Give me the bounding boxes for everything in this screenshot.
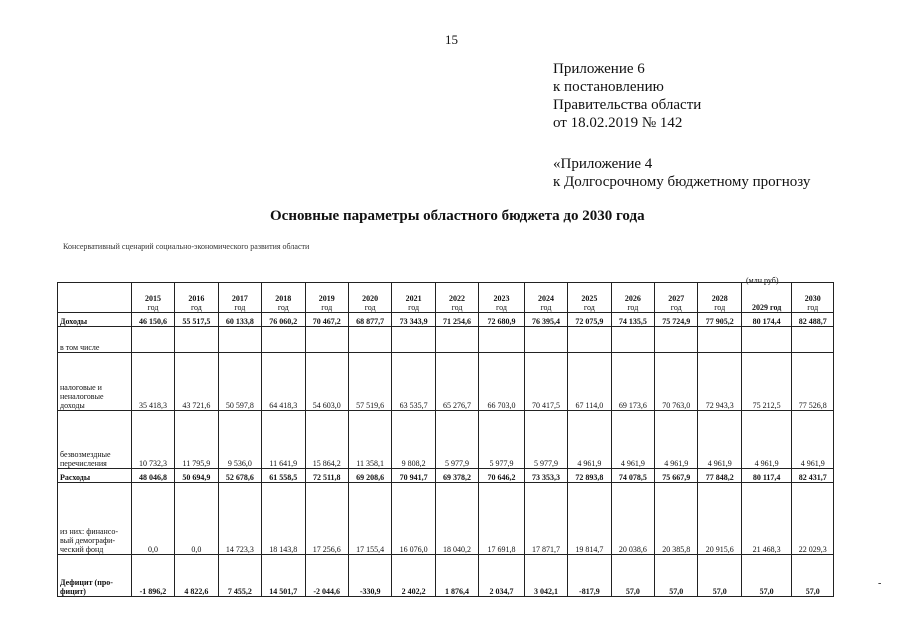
table-cell: 77 526,8 [792,353,834,411]
table-cell: 11 641,9 [262,411,305,469]
header-empty [58,283,132,313]
table-cell: 72 075,9 [568,313,611,327]
table-cell [479,327,524,353]
table-cell: 0,0 [131,483,174,555]
year-header [218,283,261,313]
year-label: 2028 [711,294,728,303]
table-cell: 77 905,2 [698,313,741,327]
table-cell: 9 808,2 [392,411,435,469]
table-cell: 75 724,9 [655,313,698,327]
table-cell: 4 961,9 [568,411,611,469]
year-suffix: год [670,303,682,312]
table-row [58,483,834,555]
table-row [58,327,834,353]
row-label: Дефицит (про-фицит) [58,555,132,597]
table-cell: 67 114,0 [568,353,611,411]
appendix-ref-line: к Долгосрочному бюджетному прогнозу [553,174,811,190]
scenario-subtitle: Консервативный сценарий социально-экономического развития области [63,242,310,251]
table-cell: 57,0 [698,555,741,597]
row-label: Доходы [58,313,132,327]
table-cell [348,327,391,353]
year-header [792,283,834,313]
table-cell: 52 678,6 [218,469,261,483]
table-cell: 54 603,0 [305,353,348,411]
corner-mark: - [878,578,882,589]
table-cell: 15 864,2 [305,411,348,469]
table-cell: 4 961,9 [698,411,741,469]
table-cell [655,327,698,353]
year-header [262,283,305,313]
table-cell: 17 256,6 [305,483,348,555]
table-cell [568,327,611,353]
table-cell: 50 597,8 [218,353,261,411]
table-cell: 1 876,4 [435,555,478,597]
table-cell: 7 455,2 [218,555,261,597]
table-cell: 22 029,3 [792,483,834,555]
table-cell: 70 763,0 [655,353,698,411]
table-cell: 69 378,2 [435,469,478,483]
table-cell: 18 040,2 [435,483,478,555]
page-number: 15 [445,32,458,47]
year-header [305,283,348,313]
table-cell: 72 680,9 [479,313,524,327]
table-cell: 18 143,8 [262,483,305,555]
table-cell: 72 943,3 [698,353,741,411]
table-cell: 55 517,5 [175,313,218,327]
table-cell: -1 896,2 [131,555,174,597]
table-cell [392,327,435,353]
year-label: 2030 [804,294,821,303]
year-suffix: год [321,303,333,312]
year-label: 2024 [537,294,554,303]
year-header [741,283,792,313]
table-cell: 43 721,6 [175,353,218,411]
table-cell: 20 385,8 [655,483,698,555]
table-row [58,469,834,483]
table-cell [305,327,348,353]
table-cell [792,327,834,353]
table-cell: 17 691,8 [479,483,524,555]
table-cell: 60 133,8 [218,313,261,327]
table-cell: 4 961,9 [611,411,654,469]
year-header [611,283,654,313]
year-suffix: год [496,303,507,312]
year-suffix: год [147,303,159,312]
table-cell: 17 155,4 [348,483,391,555]
table-cell [218,327,261,353]
table-cell: 80 117,4 [741,469,792,483]
row-label: из них: финансо-вый демографи-ческий фонд [58,483,132,555]
table-cell: 4 822,6 [175,555,218,597]
year-header [568,283,611,313]
table-cell: 57,0 [792,555,834,597]
table-cell: 14 723,3 [218,483,261,555]
year-suffix: год [540,303,552,312]
table-cell: 46 150,6 [131,313,174,327]
table-row [58,313,834,327]
table-cell: 70 941,7 [392,469,435,483]
year-suffix: год [408,303,420,312]
table-cell: 74 078,5 [611,469,654,483]
table-cell: 69 173,6 [611,353,654,411]
table-cell [611,327,654,353]
table-cell: 57,0 [655,555,698,597]
table-cell: 19 814,7 [568,483,611,555]
year-label: 2019 [318,294,335,303]
table-cell [698,327,741,353]
table-cell: 73 343,9 [392,313,435,327]
year-label: 2023 [493,294,510,303]
table-cell: 0,0 [175,483,218,555]
table-cell [131,327,174,353]
table-cell: 48 046,8 [131,469,174,483]
table-cell: 77 848,2 [698,469,741,483]
table-cell: 80 174,4 [741,313,792,327]
table-cell: 11 358,1 [348,411,391,469]
table-cell: 20 038,6 [611,483,654,555]
table-cell: -2 044,6 [305,555,348,597]
table-cell: 70 646,2 [479,469,524,483]
row-label: безвозмездные перечисления [58,411,132,469]
table-cell: 72 511,8 [305,469,348,483]
year-label: 2016 [188,294,205,303]
table-cell: 82 431,7 [792,469,834,483]
table-cell: 57,0 [611,555,654,597]
table-cell: 14 501,7 [262,555,305,597]
appendix-line: Правительства области [553,97,702,113]
year-suffix: год [234,303,246,312]
table-cell [435,327,478,353]
appendix-reference [553,155,810,191]
table-cell: 57 519,6 [348,353,391,411]
year-label: 2022 [449,294,466,303]
table-row [58,555,834,597]
year-label: 2017 [231,294,248,303]
year-header [131,283,174,313]
table-cell: 5 977,9 [435,411,478,469]
units-label: (млн.руб) [746,276,779,285]
table-cell: 2 034,7 [479,555,524,597]
table-cell: 71 254,6 [435,313,478,327]
table-row [58,353,834,411]
table-cell: 82 488,7 [792,313,834,327]
document-title: Основные параметры областного бюджета до 2030 года [270,208,645,224]
year-label: 2029 год [752,303,782,312]
table-cell: 10 732,3 [131,411,174,469]
table-cell: 68 877,7 [348,313,391,327]
table-cell: 57,0 [741,555,792,597]
year-header [524,283,567,313]
table-cell: 4 961,9 [792,411,834,469]
table-cell: 21 468,3 [741,483,792,555]
table-cell: 3 042,1 [524,555,567,597]
row-label: налоговые и неналоговые доходы [58,353,132,411]
table-cell: 5 977,9 [479,411,524,469]
row-label: Расходы [58,469,132,483]
table-cell: 69 208,6 [348,469,391,483]
appendix-line: к постановлению [553,79,664,95]
table-cell [262,327,305,353]
year-suffix: год [364,303,376,312]
year-suffix: год [451,303,463,312]
table-cell: 61 558,5 [262,469,305,483]
year-header [655,283,698,313]
appendix-header [553,60,701,132]
table-cell: 35 418,3 [131,353,174,411]
table-cell: 65 276,7 [435,353,478,411]
year-label: 2021 [405,294,422,303]
table-header-row [58,283,834,313]
table-cell: 16 076,0 [392,483,435,555]
year-header [392,283,435,313]
table-cell: 76 060,2 [262,313,305,327]
year-label: 2027 [668,294,685,303]
table-cell: 11 795,9 [175,411,218,469]
year-label: 2026 [624,294,641,303]
table-cell: 75 212,5 [741,353,792,411]
table-cell: 20 915,6 [698,483,741,555]
year-header [175,283,218,313]
table-cell: 4 961,9 [741,411,792,469]
table-cell: 72 893,8 [568,469,611,483]
table-cell: -330,9 [348,555,391,597]
table-cell [175,327,218,353]
year-header [348,283,391,313]
table-row [58,411,834,469]
row-label: в том числе [58,327,132,353]
year-suffix: год [277,303,289,312]
table-cell: 76 395,4 [524,313,567,327]
budget-table [57,282,834,597]
year-header [479,283,524,313]
year-suffix: год [190,303,202,312]
table-cell [741,327,792,353]
table-cell: 63 535,7 [392,353,435,411]
table-cell: 5 977,9 [524,411,567,469]
table-cell: 17 871,7 [524,483,567,555]
year-suffix: год [627,303,639,312]
table-cell: 74 135,5 [611,313,654,327]
table-cell: 75 667,9 [655,469,698,483]
table-cell: 73 353,3 [524,469,567,483]
table-cell: -817,9 [568,555,611,597]
year-suffix: год [807,303,819,312]
table-cell [524,327,567,353]
table-cell: 4 961,9 [655,411,698,469]
appendix-line: от 18.02.2019 № 142 [553,115,683,131]
table-cell: 70 417,5 [524,353,567,411]
year-label: 2018 [275,294,292,303]
year-suffix: год [583,303,595,312]
appendix-line: Приложение 6 [553,61,645,77]
table-cell: 50 694,9 [175,469,218,483]
table-cell: 66 703,0 [479,353,524,411]
table-cell: 9 536,0 [218,411,261,469]
year-label: 2020 [362,294,379,303]
table-cell: 64 418,3 [262,353,305,411]
appendix-ref-line: «Приложение 4 [553,156,653,172]
year-header [698,283,741,313]
year-suffix: год [714,303,726,312]
table-cell: 2 402,2 [392,555,435,597]
table-cell: 70 467,2 [305,313,348,327]
year-label: 2015 [144,294,161,303]
year-label: 2025 [581,294,598,303]
year-header [435,283,478,313]
